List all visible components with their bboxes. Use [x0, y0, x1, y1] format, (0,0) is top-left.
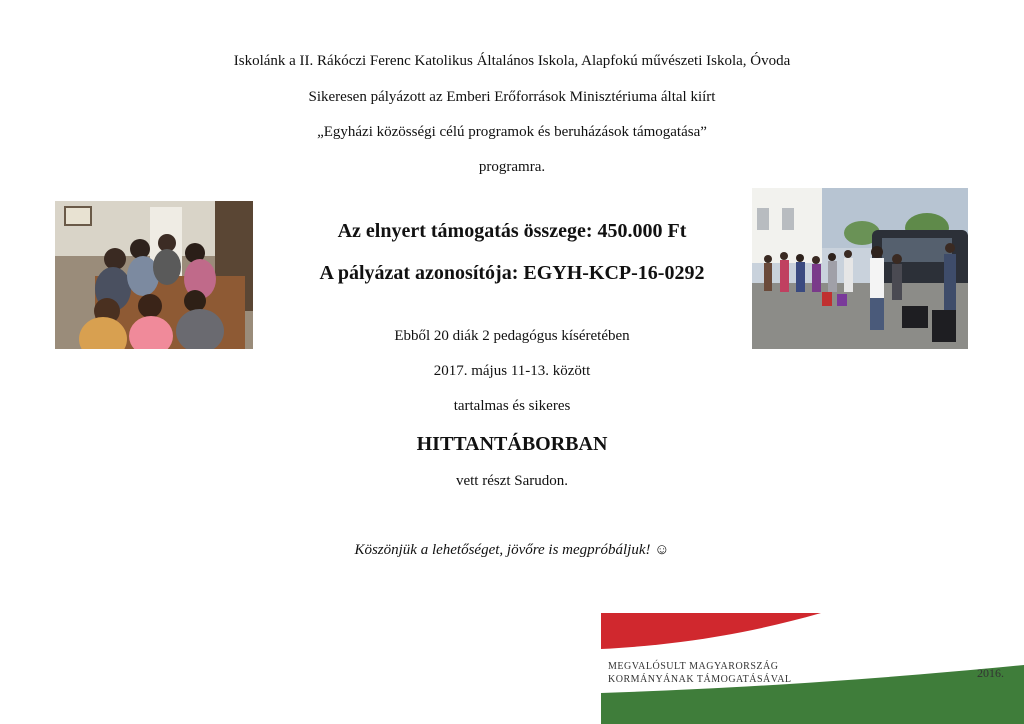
grant-amount: Az elnyert támogatás összege: 450.000 Ft	[337, 220, 687, 242]
government-support-banner	[601, 613, 1024, 724]
intro-school-name: Iskolánk a II. Rákóczi Ferenc Katolikus Általános Iskola, Alapfokú művészeti Iskola, Óvoda	[233, 53, 791, 69]
grant-identifier: A pályázat azonosítója: EGYH-KCP-16-0292	[319, 262, 705, 284]
location-text: vett részt Sarudon.	[455, 473, 569, 489]
quality-text: tartalmas és sikeres	[453, 398, 571, 414]
camp-highlight: HITTANTÁBORBAN	[416, 433, 608, 455]
participants-text: Ebből 20 diák 2 pedagógus kíséretében	[394, 328, 630, 344]
intro-program-word: programra.	[478, 159, 546, 175]
banner-line-1: MEGVALÓSULT MAGYARORSZÁG	[608, 661, 779, 672]
banner-line-2: KORMÁNYÁNAK TÁMOGATÁSÁVAL	[608, 674, 792, 685]
closing-thanks: Köszönjük a lehetőséget, jövőre is megpróbáljuk! ☺	[354, 542, 670, 558]
intro-ministry: Sikeresen pályázott az Emberi Erőforrások Minisztériuma által kiírt	[308, 89, 716, 105]
banner-year: 2016.	[977, 666, 1004, 680]
date-text: 2017. május 11-13. között	[433, 363, 591, 379]
intro-program-title: „Egyházi közösségi célú programok és beruházások támogatása”	[317, 124, 707, 140]
